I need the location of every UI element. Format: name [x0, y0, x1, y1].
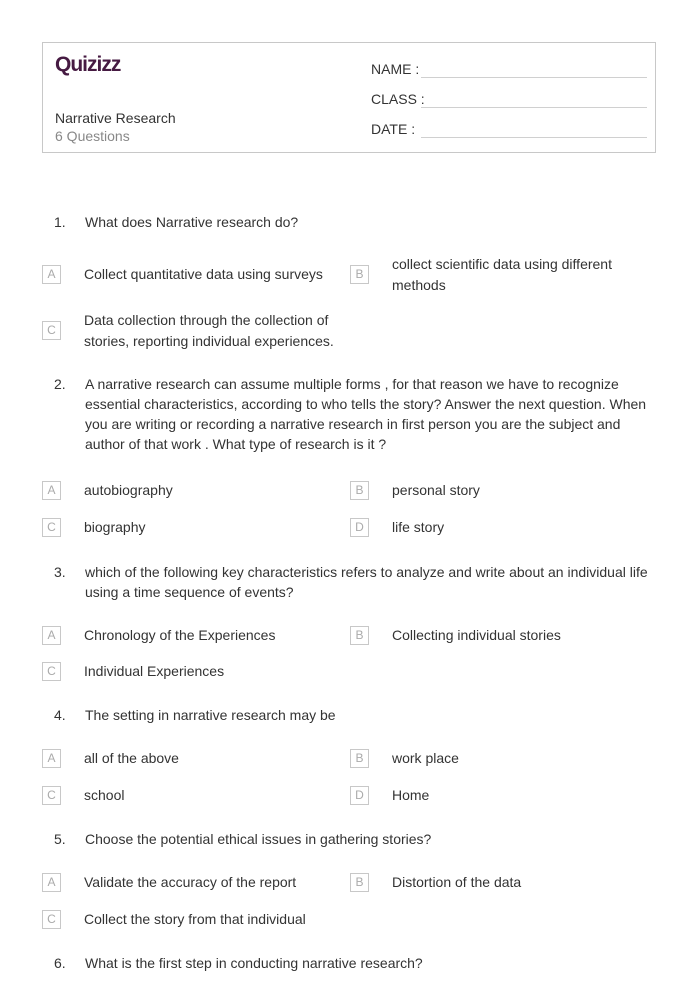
- option-letter: B: [350, 873, 369, 892]
- option-letter: A: [42, 265, 61, 284]
- logo-text: Quizizz: [55, 53, 121, 76]
- option-letter: C: [42, 786, 61, 805]
- option-letter: D: [350, 786, 369, 805]
- option-letter: C: [42, 321, 61, 340]
- question-number: 3.: [54, 564, 66, 580]
- question-number: 4.: [54, 707, 66, 723]
- question-text: What does Narrative research do?: [85, 214, 299, 230]
- option-letter: C: [42, 910, 61, 929]
- option-text: Distortion of the data: [392, 874, 522, 890]
- option-letter: C: [42, 518, 61, 537]
- class-field[interactable]: [371, 89, 647, 111]
- option-text: Collect quantitative data using surveys: [84, 266, 323, 282]
- question-number: 6.: [54, 955, 66, 971]
- class-line[interactable]: [421, 107, 647, 108]
- question-text: A narrative research can assume multiple forms , for that reason we have to recognize essential characteristics, according to who tells the story? Answer the next question. When you are writing or recording a narrative research in first person you are the subject and author of that work . What type of research is it ?: [85, 376, 647, 452]
- question-number: 2.: [54, 376, 66, 392]
- option-letter: B: [350, 481, 369, 500]
- question-text: The setting in narrative research may be: [85, 707, 336, 723]
- option-text: Collect the story from that individual: [84, 911, 306, 927]
- option-letter: A: [42, 873, 61, 892]
- question-text: Choose the potential ethical issues in gathering stories?: [85, 831, 432, 847]
- name-label: NAME :: [371, 61, 420, 77]
- option-letter: C: [42, 662, 61, 681]
- option-text: work place: [392, 750, 459, 766]
- name-field[interactable]: [371, 59, 647, 81]
- option-text: biography: [84, 519, 146, 535]
- option-text: all of the above: [84, 750, 179, 766]
- option-letter: A: [42, 626, 61, 645]
- option-text: collect scientific data using different methods: [392, 256, 612, 293]
- option-text: Home: [392, 787, 430, 803]
- quizizz-logo-icon: [55, 51, 135, 77]
- option-text: Data collection through the collection of stories, reporting individual experiences.: [84, 312, 334, 349]
- quizizz-logo: [55, 51, 135, 77]
- option-text: autobiography: [84, 482, 173, 498]
- question-number: 5.: [54, 831, 66, 847]
- question-text: which of the following key characteristics refers to analyze and write about an individual life using a time sequence of events?: [85, 564, 648, 600]
- option-letter: B: [350, 749, 369, 768]
- question-count: 6 Questions: [55, 128, 130, 144]
- option-text: personal story: [392, 482, 480, 498]
- option-letter: A: [42, 481, 61, 500]
- question-text: What is the first step in conducting narrative research?: [85, 955, 423, 971]
- worksheet-header: [42, 42, 656, 153]
- option-text: Individual Experiences: [84, 663, 225, 679]
- option-text: school: [84, 787, 125, 803]
- date-field[interactable]: [371, 119, 647, 141]
- option-letter: B: [350, 626, 369, 645]
- option-letter: A: [42, 749, 61, 768]
- class-label: CLASS :: [371, 91, 425, 107]
- worksheet-title: Narrative Research: [55, 110, 176, 126]
- question-number: 1.: [54, 214, 66, 230]
- name-line[interactable]: [421, 77, 647, 78]
- option-text: Chronology of the Experiences: [84, 627, 276, 643]
- option-text: Validate the accuracy of the report: [84, 874, 297, 890]
- option-text: life story: [392, 519, 445, 535]
- option-text: Collecting individual stories: [392, 627, 561, 643]
- date-label: DATE :: [371, 121, 416, 137]
- date-line[interactable]: [421, 137, 647, 138]
- option-letter: B: [350, 265, 369, 284]
- option-letter: D: [350, 518, 369, 537]
